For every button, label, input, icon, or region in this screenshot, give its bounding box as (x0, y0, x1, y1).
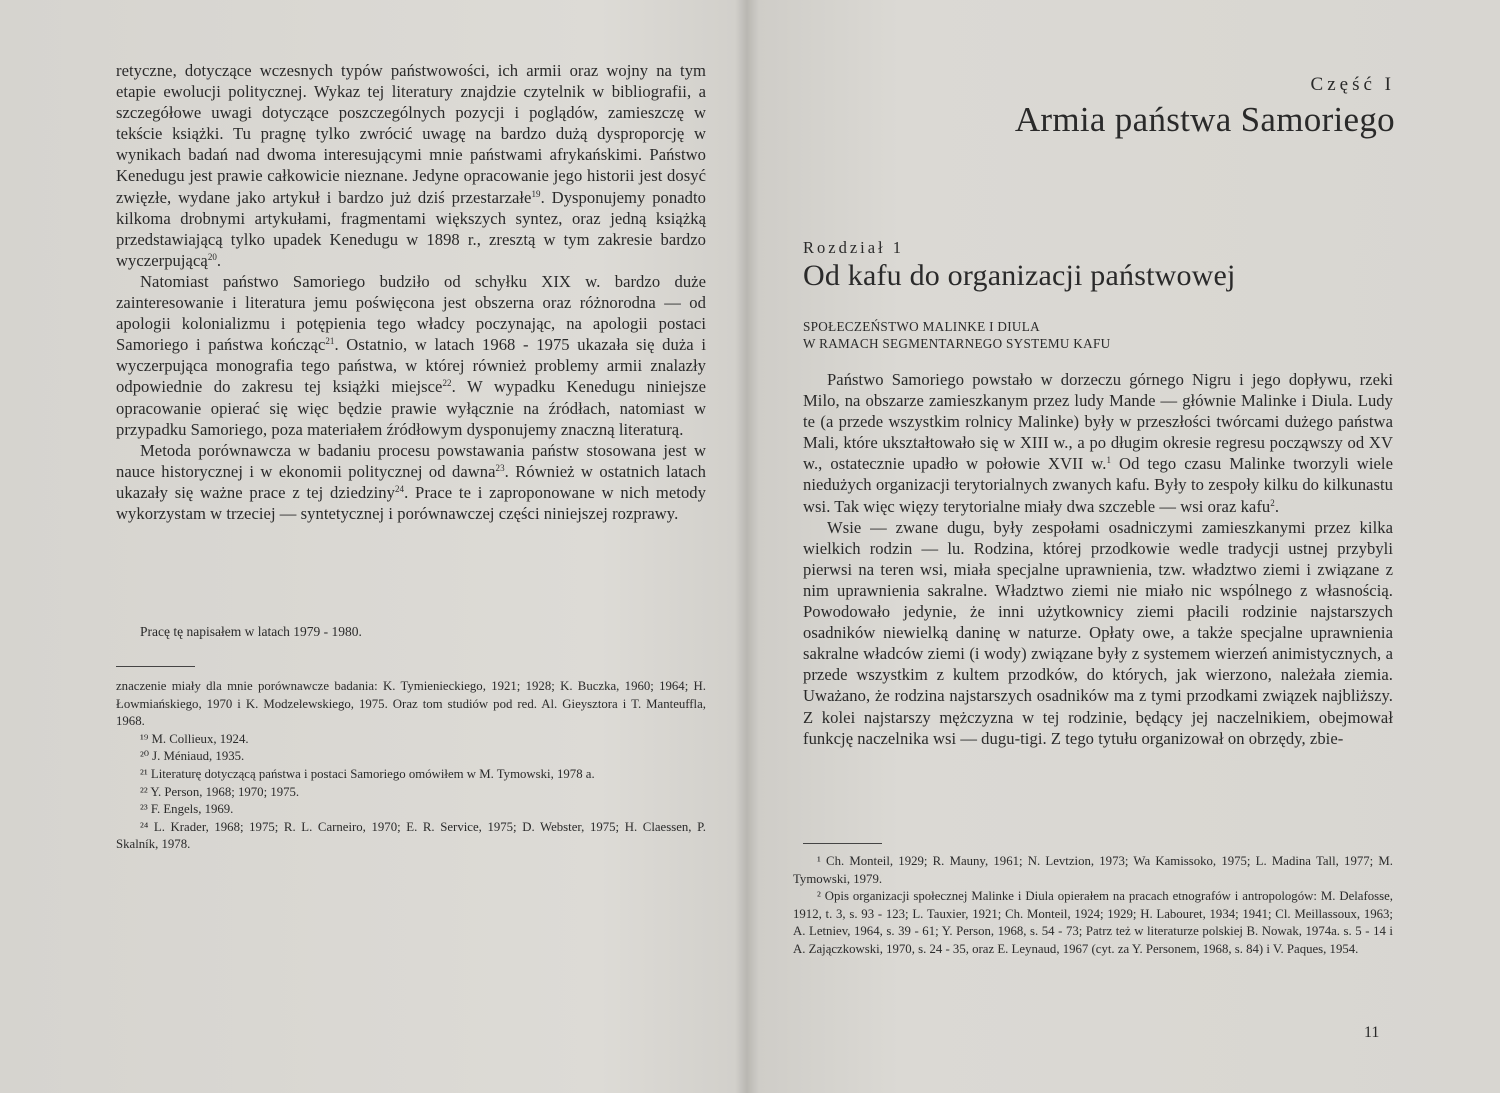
footnote-reference: 23 (495, 462, 505, 473)
footnote: ²⁴ L. Krader, 1968; 1975; R. L. Carneiro, 1970; E. R. Service, 1975; D. Webster, 1975; H. Claessen, P. Skalník, 1978. (116, 819, 706, 852)
right-footnotes (793, 853, 1393, 959)
footnote-reference: 22 (442, 378, 452, 389)
closing-note: Pracę tę napisałem w latach 1979 - 1980. (140, 624, 362, 639)
text-run: Natomiast państwo Samoriego budziło od schyłku XIX w. bardzo duże zainteresowanie i literatura jemu poświęcona jest obszerna oraz różnorodna — od apologii kolonializmu i potępienia tego władcy poczynając, na apologii postaci Samoriego i państwa kończąc (116, 271, 706, 355)
footnote: ¹⁹ M. Collieux, 1924. (140, 731, 249, 746)
chapter-label: Rozdział 1 (803, 238, 905, 257)
footnote-reference: 24 (394, 483, 405, 494)
left-page (0, 0, 748, 1093)
text-run: Od tego czasu Malinke tworzyli wiele niedużych organizacji terytorialnych zwanych kafu. Były to zespoły kilku do kilkunastu wsi. Tak więc więzy terytorialne miały dwa szczeble — wsi oraz kafu (803, 454, 1393, 516)
paragraph (803, 517, 1393, 749)
footnote-reference: 21 (325, 336, 335, 347)
footnote-reference: 19 (531, 188, 541, 199)
footnote: ²¹ Literaturę dotyczącą państwa i postaci Samoriego omówiłem w M. Tymowski, 1978 a. (140, 766, 595, 781)
section-heading-line: SPOŁECZEŃSTWO MALINKE I DIULA (803, 319, 1040, 334)
footnote: ¹ Ch. Monteil, 1929; R. Mauny, 1961; N. Levtzion, 1973; Wa Kamissoko, 1975; L. Madina Tall, 1977; M. Tymowski, 1979. (793, 854, 1393, 886)
page-number: 11 (1364, 1024, 1380, 1041)
left-footnote-rule (116, 666, 195, 667)
paragraph (803, 369, 1393, 517)
left-footnotes (116, 678, 706, 854)
text-run: . Ostatnio, w latach 1968 - 1975 ukazała się duża i wyczerpująca monografia tego państwa, w której również problemy armii znalazły odpowiednie do zakresu tej książki miejsce (116, 335, 706, 397)
paragraph (116, 271, 706, 440)
footnote-reference: 2 (1270, 497, 1275, 508)
left-body-text (116, 60, 706, 524)
section-heading-line: W RAMACH SEGMENTARNEGO SYSTEMU KAFU (803, 336, 1111, 351)
text-run: retyczne, dotyczące wczesnych typów państwowości, ich armii oraz wojny na tym etapie ewolucji politycznej. Wykaz tej literatury znajdzie czytelnik w bibliografii, a szczegółowe uwagi dotyczące poszczególnych pozycji i poglądów, zamieszczę w tekście książki. Tu pragnę tylko zwrócić uwagę na bardzo dużą dysproporcję w wynikach badań nad dwoma interesującymi mnie państwami afrykańskimi. Państwo Kenedugu jest prawie całkowicie nieznane. Jedyne opracowanie jego historii jest dosyć zwięzłe, wydane jako artykuł i bardzo już dziś przestarzałe (116, 61, 706, 207)
text-run: . W wypadku Kenedugu niniejsze opracowanie opierać się więc będzie prawie wyłącznie na źródłach, natomiast w przypadku Samoriego, poza materiałem źródłowym dysponujemy znaczną literaturą. (116, 377, 707, 439)
chapter-title: Od kafu do organizacji państwowej (803, 259, 1236, 292)
text-run: Metoda porównawcza w badaniu procesu powstawania państw stosowana jest w nauce historycznej i w ekonomii politycznej od dawna (116, 440, 706, 481)
footnote-reference: 1 (1106, 455, 1112, 466)
text-run: Państwo Samoriego powstało w dorzeczu górnego Nigru i jego dopływu, rzeki Milo, na obszarze zamieszkanym przez ludy Mande — głównie Malinke i Diula. Ludy te (a przede wszystkim rolnicy Malinke) były w przeszłości twórcami dużego państwa Mali, które ukształtowało się w XIII w., a po długim okresie regresu począwszy od XV w., ostatecznie upadło w połowie XVII w. (803, 370, 1393, 474)
part-title: Armia państwa Samoriego (1014, 100, 1395, 139)
text-run: . (1274, 496, 1280, 516)
footnote: ²⁰ J. Méniaud, 1935. (140, 749, 245, 764)
section-heading (803, 318, 1110, 352)
footnote: ²³ F. Engels, 1969. (140, 802, 234, 817)
paragraph (116, 60, 706, 271)
text-run: Wsie — zwane dugu, były zespołami osadniczymi zamieszkanymi przez kilka wielkich rodzin — lu. Rodzina, której przodkowie wedle tradycji ustnej przybyli pierwsi na teren wsi, miała specjalne uprawnienia, tzw. władztwo ziemi i związane z nim uprawnienia sakralne. Władztwo ziemi nie miało nic wspólnego z własnością. Powodowało jedynie, że inni użytkownicy ziemi płacili rodzinie najstarszych osadników niewielką daninę w naturze. Opłaty owe, a także specjalne uprawnienia sakralne władców ziemi (i wody) związane były z systemem wierzeń animistycznych, a przede wszystkim z kultem przodków, do których, jak wierzono, należała ziemia. Uważano, że rodzina najstarszych osadników ma z tymi przodkami związek najbliższy. Z kolei najstarszy mężczyzna w tej rodzinie, będący jej naczelnikiem, obejmował funkcję naczelnika wsi — dugu-tigi. Z tego tytułu organizował on obrzędy, zbie- (803, 517, 1393, 748)
part-label: Część I (1310, 74, 1395, 95)
text-run: . Również w ostatnich latach ukazały się ważne prace z tej dziedziny (116, 461, 706, 502)
right-body-text (803, 369, 1393, 749)
footnote: znaczenie miały dla mnie porównawcze badania: K. Tymienieckiego, 1921; 1928; K. Buczka, 1960; 1964; H. Łowmiańskiego, 1970 i K. Modzelewskiego, 1975. Oraz tom studiów pod red. Al. Gieysztora i T. Manteuffla, 1968. (116, 679, 706, 729)
paragraph (116, 440, 706, 524)
footnote: ² Opis organizacji społecznej Malinke i Diula opierałem na pracach etnografów i antropologów: M. Delafosse, 1912, t. 3, s. 93 - 123; L. Tauxier, 1921; Ch. Monteil, 1924; 1929; H. Labouret, 1934; 1941; Cl. Meillassoux, 1963; A. Letniev, 1964, s. 39 - 61; Y. Person, 1968, s. 54 - 73; Patrz też w literaturze polskiej B. Nowak, 1974a. s. 5 - 14 i A. Zajączkowski, 1970, s. 24 - 35, oraz E. Leynaud, 1967 (cyt. za Y. Personem, 1968, s. 84) i V. Paques, 1954. (793, 889, 1393, 956)
text-run: . Prace te i zaproponowane w nich metody wykorzystam w trzeciej — syntetycznej i porównawczej części niniejszej rozprawy. (116, 482, 707, 523)
text-run: . Dysponujemy ponadto kilkoma drobnymi artykułami, fragmentami większych syntez, oraz jedną książką przedstawiającą tylko upadek Kenedugu w 1898 r., zresztą w tym zakresie bardzo wyczerpującą (116, 187, 706, 270)
right-footnote-rule (803, 843, 882, 844)
footnote: ²² Y. Person, 1968; 1970; 1975. (140, 784, 300, 799)
text-run: . (216, 250, 222, 270)
footnote-reference: 20 (207, 251, 217, 262)
